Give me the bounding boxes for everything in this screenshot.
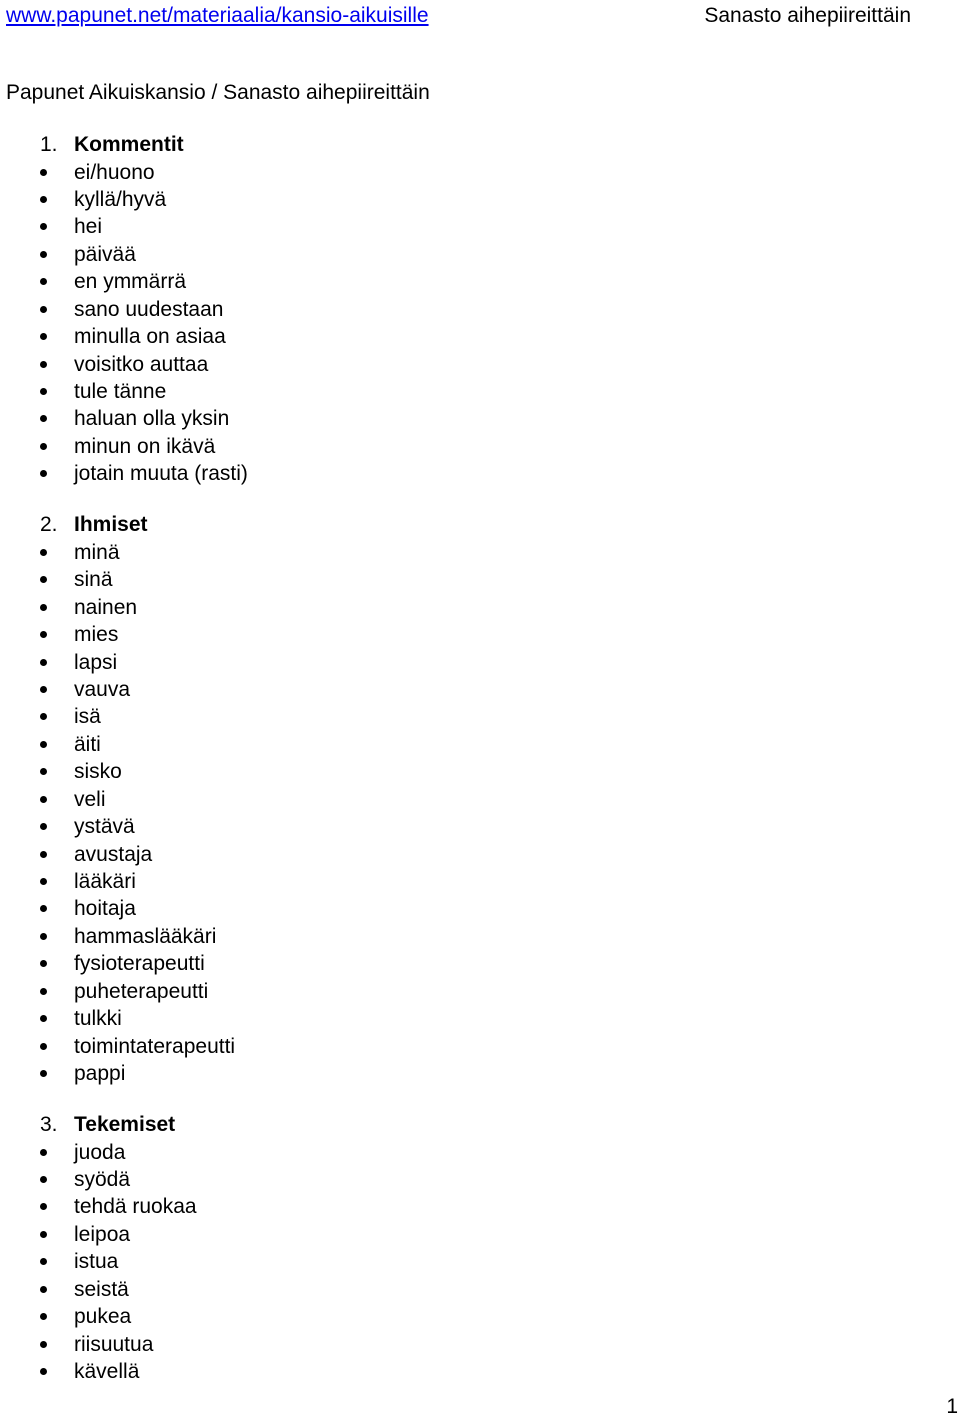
word-label: leipoa [74,1222,131,1246]
document-title: Papunet Aikuiskansio / Sanasto aihepiireittäin [6,81,430,104]
bullet-icon [40,878,47,885]
bullet-icon [40,933,47,940]
list-item [0,731,960,758]
list-item [0,1139,960,1166]
word-label: mies [74,623,119,647]
bullet-icon [40,631,47,638]
papunet-url-link[interactable]: www.papunet.net/materiaalia/kansio-aikuisille [6,4,429,27]
section-number: 2. [40,513,58,537]
list-item [0,405,960,432]
word-label: seistä [74,1277,129,1301]
vocabulary-content [0,131,960,1385]
bullet-icon [40,1043,47,1050]
section-number: 1. [40,133,58,156]
section-title: Kommentit [74,133,184,156]
bullet-icon [40,604,47,611]
list-item [0,566,960,593]
list-item [0,1193,960,1220]
bullet-icon [40,823,47,830]
word-label: sinä [74,568,113,592]
bullet-icon [40,713,47,720]
list-item [0,950,960,977]
list-item [0,1358,960,1385]
word-label: fysioterapeutti [74,952,205,976]
list-item [0,841,960,868]
list-item [0,594,960,621]
word-label: pukea [74,1305,132,1329]
bullet-icon [40,388,47,395]
list-item [0,978,960,1005]
list-item [0,1221,960,1248]
word-label: jotain muuta (rasti) [74,462,248,486]
section-title: Ihmiset [74,513,148,537]
section-ihmiset [0,511,960,1087]
word-label: sisko [74,760,122,784]
bullet-icon [40,905,47,912]
bullet-icon [40,1149,47,1156]
word-label: juoda [74,1140,126,1164]
word-label: minulla on asiaa [74,325,226,349]
word-label: äiti [74,732,101,756]
word-label: istua [74,1250,119,1274]
word-label: toimintaterapeutti [74,1034,236,1058]
section-kommentit [0,131,960,488]
bullet-icon [40,796,47,803]
bullet-icon [40,361,47,368]
word-label: päivää [74,242,136,266]
page-number: 1 [946,1395,958,1418]
list-item [0,923,960,950]
bullet-icon [40,443,47,450]
list-item [0,351,960,378]
bullet-icon [40,306,47,313]
bullet-icon [40,1368,47,1375]
running-header-title: Sanasto aihepiireittäin [704,4,911,27]
list-item [0,868,960,895]
word-label: veli [74,787,106,811]
word-label: hei [74,215,103,239]
word-label: hoitaja [74,897,136,921]
list-item [0,676,960,703]
word-label: minun on ikävä [74,434,216,458]
word-list [0,539,960,1088]
word-label: avustaja [74,842,153,866]
bullet-icon [40,1286,47,1293]
bullet-icon [40,1341,47,1348]
list-item [0,1248,960,1275]
word-label: vauva [74,677,131,701]
bullet-icon [40,1231,47,1238]
list-item [0,649,960,676]
list-item [0,1276,960,1303]
bullet-icon [40,741,47,748]
bullet-icon [40,278,47,285]
word-label: tule tänne [74,380,167,403]
word-list [0,1139,960,1386]
bullet-icon [40,659,47,666]
section-title: Tekemiset [74,1113,176,1136]
bullet-icon [40,1203,47,1210]
list-item [0,1303,960,1330]
list-item [0,268,960,295]
section-heading [0,511,960,539]
list-item [0,813,960,840]
word-label: en ymmärrä [74,270,187,294]
bullet-icon [40,1015,47,1022]
word-label: ei/huono [74,160,155,184]
list-item [0,241,960,268]
word-label: voisitko auttaa [74,352,209,376]
section-heading [0,1111,960,1139]
bullet-icon [40,415,47,422]
word-label: kyllä/hyvä [74,187,167,211]
list-item [0,1060,960,1087]
word-label: lääkäri [74,870,136,893]
bullet-icon [40,576,47,583]
bullet-icon [40,333,47,340]
word-label: kävellä [74,1360,140,1383]
word-label: puheterapeutti [74,979,209,1003]
section-tekemiset [0,1111,960,1385]
bullet-icon [40,1176,47,1183]
word-label: syödä [74,1167,131,1191]
bullet-icon [40,988,47,995]
word-label: isä [74,705,101,729]
list-item [0,213,960,240]
bullet-icon [40,768,47,775]
word-label: nainen [74,595,138,619]
list-item [0,539,960,566]
bullet-icon [40,169,47,176]
list-item [0,895,960,922]
word-label: pappi [74,1062,126,1086]
word-label: minä [74,540,120,564]
word-label: tehdä ruokaa [74,1195,197,1219]
word-label: riisuutua [74,1332,154,1356]
word-label: ystävä [74,815,135,839]
list-item [0,1166,960,1193]
bullet-icon [40,196,47,203]
bullet-icon [40,1313,47,1320]
list-item [0,621,960,648]
list-item [0,323,960,350]
word-label: hammaslääkäri [74,924,217,948]
word-label: tulkki [74,1007,122,1031]
bullet-icon [40,960,47,967]
list-item [0,296,960,323]
bullet-icon [40,223,47,230]
list-item [0,433,960,460]
bullet-icon [40,1258,47,1265]
bullet-icon [40,549,47,556]
list-item [0,460,960,487]
word-label: haluan olla yksin [74,407,230,431]
list-item [0,1033,960,1060]
list-item [0,186,960,213]
bullet-icon [40,251,47,258]
list-item [0,1331,960,1358]
list-item [0,1005,960,1032]
word-label: lapsi [74,650,118,674]
list-item [0,378,960,405]
word-label: sano uudestaan [74,297,224,321]
bullet-icon [40,686,47,693]
bullet-icon [40,1070,47,1077]
list-item [0,758,960,785]
bullet-icon [40,470,47,477]
word-list [0,159,960,488]
section-number: 3. [40,1113,58,1136]
list-item [0,786,960,813]
list-item [0,159,960,186]
bullet-icon [40,851,47,858]
list-item [0,703,960,730]
section-heading [0,131,960,159]
